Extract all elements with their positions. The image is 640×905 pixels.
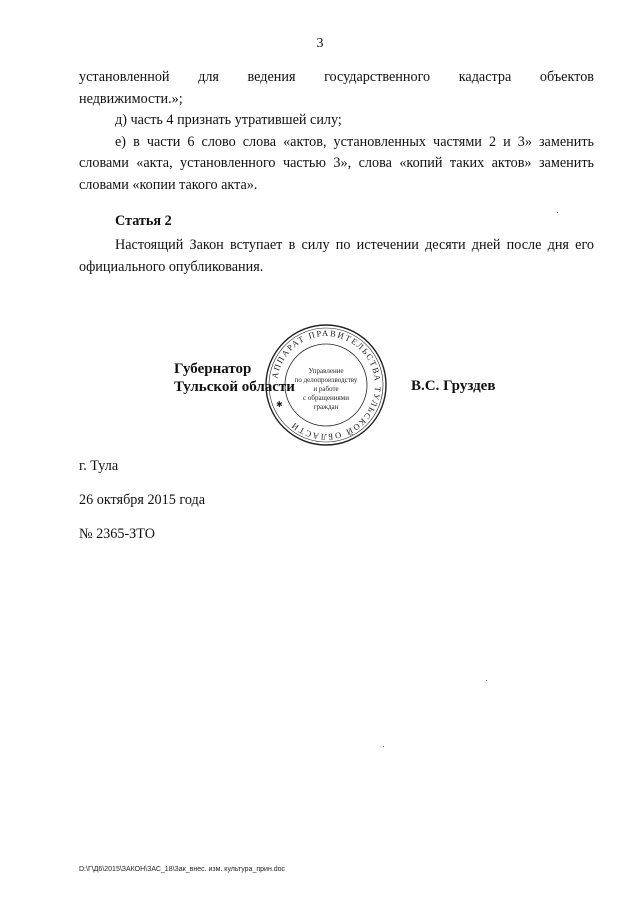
date: 26 октября 2015 года (79, 492, 206, 508)
paragraph-item-e: е) в части 6 слово слова «актов, установленных частями 2 и 3» заменить (115, 133, 594, 150)
document-body (79, 67, 594, 196)
signatory-title-line1: Губернатор (174, 361, 252, 377)
seal-center-line: по делопроизводству (294, 376, 358, 384)
page-number: 3 (316, 36, 324, 51)
seal-center-line: граждан (313, 403, 339, 411)
seal-ring-text-path: АППАРАТ ПРАВИТЕЛЬСТВА ТУЛЬСКОЙ ОБЛАСТИ (269, 327, 384, 443)
footer-file-path: D:\Г\Д6\2015\ЗАКОН\ЗАС_18\Зак_внес. изм. культура_прин.doc (79, 866, 286, 873)
paragraph-item-d: д) часть 4 признать утратившей силу; (115, 112, 342, 128)
seal-star-icon: ✱ (276, 400, 283, 409)
law-number: № 2365-ЗТО (79, 526, 156, 542)
seal-center-line: с обращениями (303, 394, 349, 402)
place: г. Тула (79, 458, 119, 474)
signatory-name: В.С. Груздев (411, 378, 496, 394)
seal-center-line: и работе (313, 385, 339, 393)
scan-speck (486, 680, 487, 681)
signatory-title-line2: Тульской области (174, 379, 295, 395)
scan-speck (383, 746, 384, 747)
paragraph-line: словами «акта, установленного частью 3», слова «копий таких актов» заменить (79, 155, 594, 171)
paragraph-line: установленной для ведения государственного кадастра объектов (79, 69, 594, 85)
article-title: Статья 2 (115, 213, 172, 229)
article-text (79, 235, 594, 278)
paragraph-line: словами «копии такого акта». (79, 176, 258, 193)
paragraph-line: недвижимости.»; (79, 90, 183, 107)
scan-speck (557, 212, 558, 213)
article-text-content: Настоящий Закон вступает в силу по истечении десяти дней после дня его официального опубликования. (79, 237, 594, 275)
seal-center-line: Управление (308, 367, 344, 375)
